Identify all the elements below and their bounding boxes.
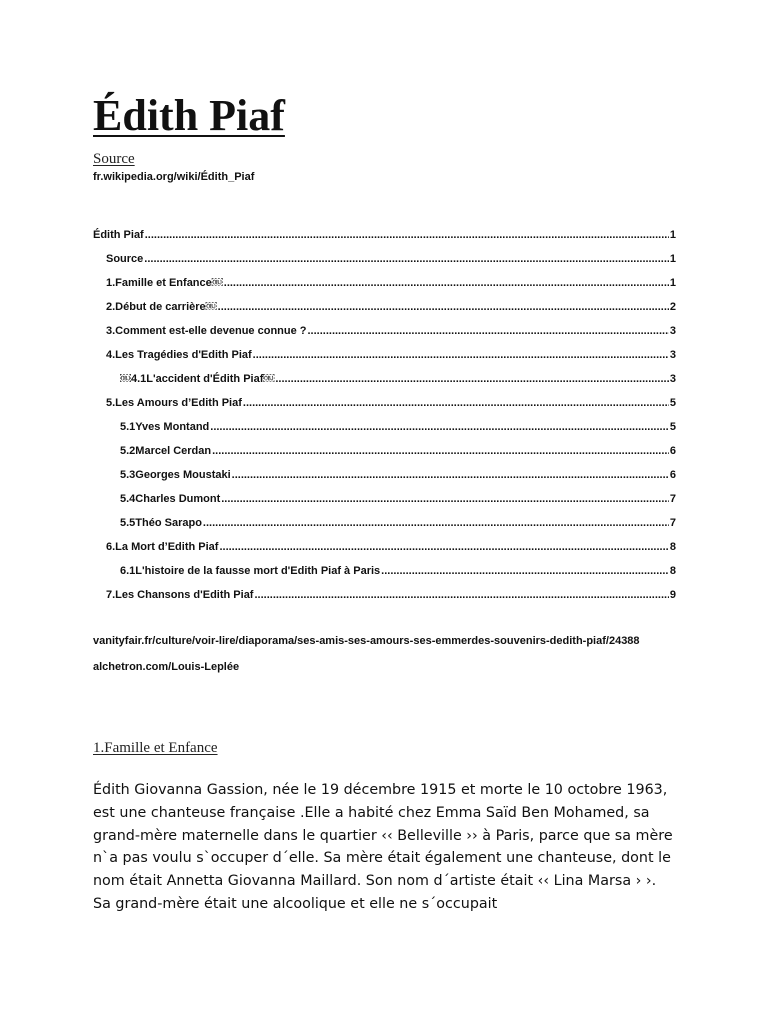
toc-dot-leader (203, 515, 669, 532)
toc-dot-leader (243, 395, 669, 412)
toc-entry-famille-et-enfance[interactable] (93, 275, 676, 299)
toc-entry-label: 7.Les Chansons d'Edith Piaf (106, 589, 254, 601)
toc-entry-theo-sarapo[interactable] (93, 515, 676, 539)
toc-entry-label: 5.Les Amours d’Edith Piaf (106, 397, 242, 409)
toc-entry-charles-dumont[interactable] (93, 491, 676, 515)
toc-page-number: 2 (669, 301, 676, 313)
toc-entry-tragedies[interactable] (93, 347, 676, 371)
toc-entry-label: ￼4.1L'accident d'Édith Piaf￼ (120, 373, 275, 385)
toc-entry-label: Édith Piaf (93, 229, 144, 241)
toc-dot-leader (381, 563, 669, 580)
toc-entry-debut-de-carriere[interactable] (93, 299, 676, 323)
document-title: Édith Piaf (93, 91, 285, 140)
toc-dot-leader (253, 347, 669, 364)
toc-dot-leader (210, 419, 669, 436)
toc-dot-leader (212, 443, 669, 460)
toc-page-number: 8 (669, 565, 676, 577)
toc-entry-label: 5.4Charles Dumont (120, 493, 221, 505)
toc-entry-georges-moustaki[interactable] (93, 467, 676, 491)
toc-entry-comment-connue[interactable] (93, 323, 676, 347)
toc-page-number: 3 (669, 373, 676, 385)
toc-entry-marcel-cerdan[interactable] (93, 443, 676, 467)
toc-entry-label: 4.Les Tragédies d'Edith Piaf (106, 349, 252, 361)
toc-page-number: 1 (669, 229, 676, 241)
toc-dot-leader (254, 587, 668, 604)
toc-page-number: 3 (669, 349, 676, 361)
toc-dot-leader (219, 539, 668, 556)
reference-list (93, 632, 673, 684)
toc-page-number: 1 (669, 277, 676, 289)
toc-page-number: 1 (669, 253, 676, 265)
toc-page-number: 9 (669, 589, 676, 601)
source-heading: Source (93, 151, 135, 167)
toc-entry-label: Source (106, 253, 144, 265)
source-url: fr.wikipedia.org/wiki/Édith_Piaf (93, 171, 255, 183)
toc-entry-label: 5.5Théo Sarapo (120, 517, 202, 529)
toc-entry-edith-piaf[interactable] (93, 227, 676, 251)
toc-dot-leader (232, 467, 669, 484)
toc-page-number: 6 (669, 469, 676, 481)
toc-entry-label: 1.Famille et Enfance￼ (106, 277, 223, 289)
toc-page-number: 7 (669, 493, 676, 505)
toc-dot-leader (221, 491, 669, 508)
toc-entry-fausse-mort[interactable] (93, 563, 676, 587)
toc-dot-leader (218, 299, 669, 316)
toc-dot-leader (145, 227, 669, 244)
toc-dot-leader (144, 251, 669, 268)
toc-entry-label: 2.Début de carrière￼ (106, 301, 217, 313)
toc-page-number: 6 (669, 445, 676, 457)
toc-entry-chansons[interactable] (93, 587, 676, 611)
reference-link[interactable]: vanityfair.fr/culture/voir-lire/diaporama/ses-amis-ses-amours-ses-emmerdes-souvenirs-dedith-piaf/24388 (93, 635, 640, 647)
toc-page-number: 5 (669, 421, 676, 433)
toc-entry-label: 3.Comment est-elle devenue connue ? (106, 325, 307, 337)
body-paragraph: Édith Giovanna Gassion, née le 19 décembre 1915 et morte le 10 octobre 1963, est une chanteuse française .Elle a habité chez Emma Saïd Ben Mohamed, sa grand-mère maternelle dans le quartier ‹‹ Belleville ›› à Paris, parce que sa mère n`a pas voulu s`occuper d´elle. Sa mère était également une chanteuse, dont le nom était Annetta Giovanna Maillard. Son nom d´artiste était ‹‹ Lina Marsa › ›. Sa grand-mère était une alcoolique et elle ne s´occupait (93, 782, 673, 912)
toc-entry-mort[interactable] (93, 539, 676, 563)
section-heading: 1.Famille et Enfance (93, 740, 218, 756)
toc-entry-accident[interactable] (93, 371, 676, 395)
toc-page-number: 3 (669, 325, 676, 337)
toc-entry-label: 5.2Marcel Cerdan (120, 445, 212, 457)
toc-entry-label: 5.1Yves Montand (120, 421, 210, 433)
toc-entry-yves-montand[interactable] (93, 419, 676, 443)
toc-entry-amours[interactable] (93, 395, 676, 419)
toc-entry-label: 5.3Georges Moustaki (120, 469, 231, 481)
reference-link[interactable]: alchetron.com/Louis-Leplée (93, 661, 240, 673)
toc-page-number: 8 (669, 541, 676, 553)
toc-dot-leader (275, 371, 669, 388)
toc-entry-label: 6.La Mort d’Edith Piaf (106, 541, 219, 553)
toc-page-number: 5 (669, 397, 676, 409)
toc-page-number: 7 (669, 517, 676, 529)
toc-dot-leader (224, 275, 669, 292)
toc-entry-source[interactable] (93, 251, 676, 275)
table-of-contents (93, 227, 676, 611)
toc-dot-leader (308, 323, 669, 340)
toc-entry-label: 6.1L'histoire de la fausse mort d'Edith Piaf à Paris (120, 565, 381, 577)
